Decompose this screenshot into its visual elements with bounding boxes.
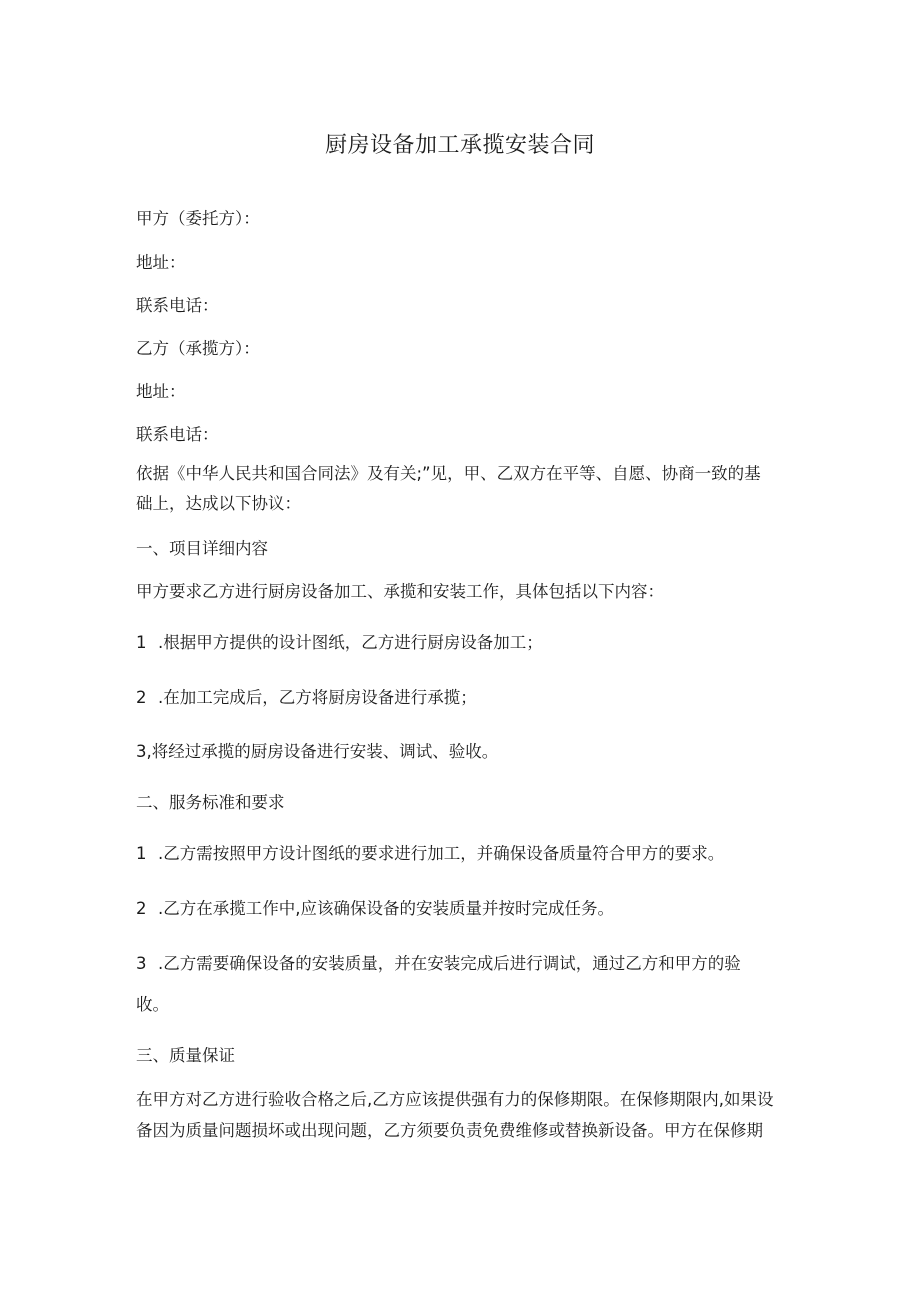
section-2-item-1: [136, 843, 724, 865]
party-b-label: 乙方（承揽方）：: [136, 339, 260, 358]
item-number: 1: [136, 844, 147, 863]
party-a-phone-label: 联系电话：: [136, 296, 219, 315]
item-text: .乙方需按照甲方设计图纸的要求进行加工，并确保设备质量符合甲方的要求。: [158, 844, 725, 863]
section-2-item-3-continuation: 收。: [136, 995, 169, 1014]
section-1-heading: 一、项目详细内容: [136, 539, 268, 558]
section-3-line-1: 在甲方对乙方进行验收合格之后,乙方应该提供强有力的保修期限。在保修期限内,如果设: [136, 1090, 774, 1109]
party-a-address-label: 地址：: [136, 253, 186, 272]
item-number: 2: [136, 688, 147, 707]
page-title: 厨房设备加工承揽安装合同: [324, 133, 595, 158]
section-3-line-2: 备因为质量问题损坏或出现问题，乙方须要负责免费维修或替换新设备。甲方在保修期: [136, 1121, 763, 1140]
item-text: .乙方需要确保设备的安装质量，并在安装完成后进行调试，通过乙方和甲方的验: [158, 954, 741, 973]
item-text: .乙方在承揽工作中,应该确保设备的安装质量并按时完成任务。: [158, 899, 614, 918]
section-2-heading: 二、服务标准和要求: [136, 793, 285, 812]
section-1-intro: 甲方要求乙方进行厨房设备加工、承揽和安装工作，具体包括以下内容：: [136, 582, 664, 601]
preamble-line-2: 础上，达成以下协议：: [136, 494, 301, 513]
section-2-item-2: [136, 898, 614, 920]
party-b-address-label: 地址：: [136, 382, 186, 401]
party-a-label: 甲方（委托方）：: [136, 209, 260, 228]
section-1-item-3: 3,将经过承揽的厨房设备进行安装、调试、验收。: [136, 742, 499, 761]
item-text: .根据甲方提供的设计图纸，乙方进行厨房设备加工；: [158, 633, 543, 652]
item-number: 2: [136, 899, 147, 918]
section-1-item-1: [136, 632, 543, 654]
section-3-heading: 三、质量保证: [136, 1046, 235, 1065]
preamble-line-1: 依据《中华人民共和国合同法》及有关;”见，甲、乙双方在平等、自愿、协商一致的基: [136, 464, 761, 483]
item-text: .在加工完成后，乙方将厨房设备进行承揽；: [158, 688, 477, 707]
section-1-item-2: [136, 687, 477, 709]
item-number: 1: [136, 633, 147, 652]
party-b-phone-label: 联系电话：: [136, 425, 219, 444]
item-number: 3: [136, 954, 147, 973]
section-2-item-3: [136, 953, 741, 975]
